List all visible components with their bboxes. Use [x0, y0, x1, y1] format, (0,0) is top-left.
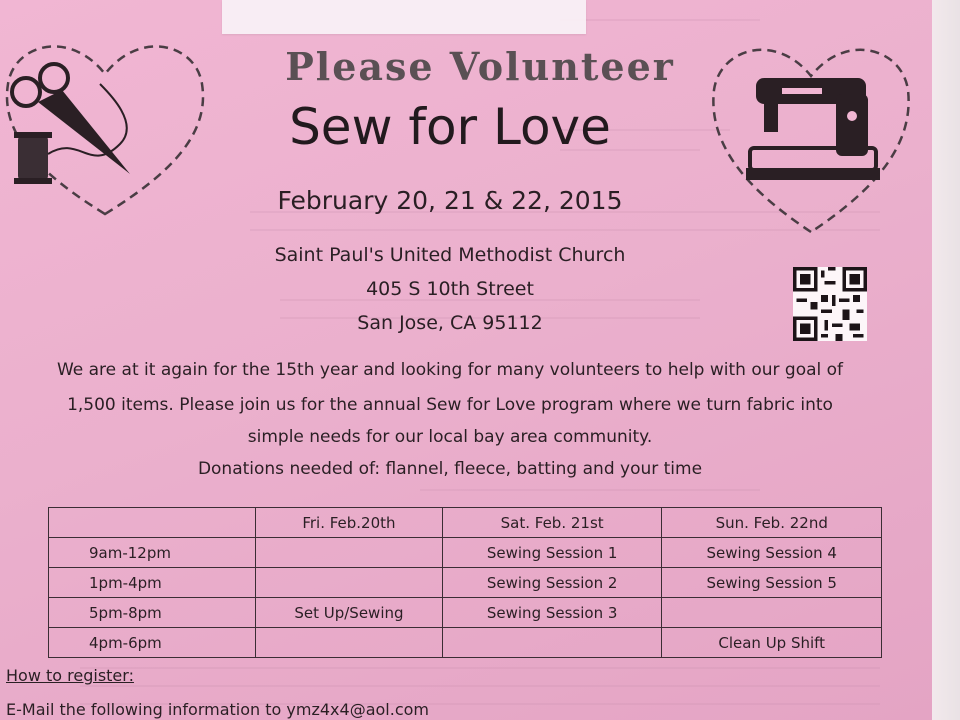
- register-email-line[interactable]: E-Mail the following information to ymz4x4@aol.com: [6, 700, 429, 719]
- table-row: [49, 598, 882, 628]
- qr-code-icon[interactable]: [793, 267, 867, 341]
- time-slot: 5pm-8pm: [49, 598, 256, 628]
- table-row: [49, 568, 882, 598]
- table-row: [49, 538, 882, 568]
- church-name: Saint Paul's United Methodist Church: [274, 244, 626, 266]
- time-slot: 4pm-6pm: [49, 628, 256, 658]
- table-cell: Sewing Session 5: [662, 568, 882, 598]
- donations-line: Donations needed of: flannel, fleece, batting and your time: [197, 459, 703, 479]
- table-cell: [256, 628, 443, 658]
- tape-strip: [222, 0, 586, 34]
- table-cell: Sewing Session 4: [662, 538, 882, 568]
- table-header-cell: Sun. Feb. 22nd: [662, 508, 882, 538]
- table-header-cell: [49, 508, 256, 538]
- table-cell: Sewing Session 2: [442, 568, 662, 598]
- schedule-table: [48, 507, 882, 658]
- city-address: San Jose, CA 95112: [357, 312, 543, 334]
- table-row: [49, 628, 882, 658]
- event-dates: February 20, 21 & 22, 2015: [277, 186, 623, 215]
- register-heading: How to register:: [6, 666, 134, 685]
- table-cell: Set Up/Sewing: [256, 598, 443, 628]
- street-address: 405 S 10th Street: [366, 278, 534, 300]
- intro-line-2: 1,500 items. Please join us for the annual Sew for Love program where we turn fabric into: [67, 395, 833, 415]
- table-header-cell: Fri. Feb.20th: [256, 508, 443, 538]
- intro-line-1: We are at it again for the 15th year and looking for many volunteers to help with our goal of: [56, 360, 844, 380]
- table-cell: [662, 598, 882, 628]
- table-cell: Sewing Session 3: [442, 598, 662, 628]
- table-header-cell: Sat. Feb. 21st: [442, 508, 662, 538]
- table-cell: Sewing Session 1: [442, 538, 662, 568]
- please-volunteer-heading: Please Volunteer: [285, 44, 675, 89]
- table-cell: Clean Up Shift: [662, 628, 882, 658]
- intro-line-3: simple needs for our local bay area community.: [247, 427, 653, 447]
- page-title: Sew for Love: [289, 98, 611, 156]
- table-cell: [256, 538, 443, 568]
- table-cell: [442, 628, 662, 658]
- time-slot: 9am-12pm: [49, 538, 256, 568]
- paper-edge: [932, 0, 960, 720]
- time-slot: 1pm-4pm: [49, 568, 256, 598]
- table-header-row: [49, 508, 882, 538]
- table-cell: [256, 568, 443, 598]
